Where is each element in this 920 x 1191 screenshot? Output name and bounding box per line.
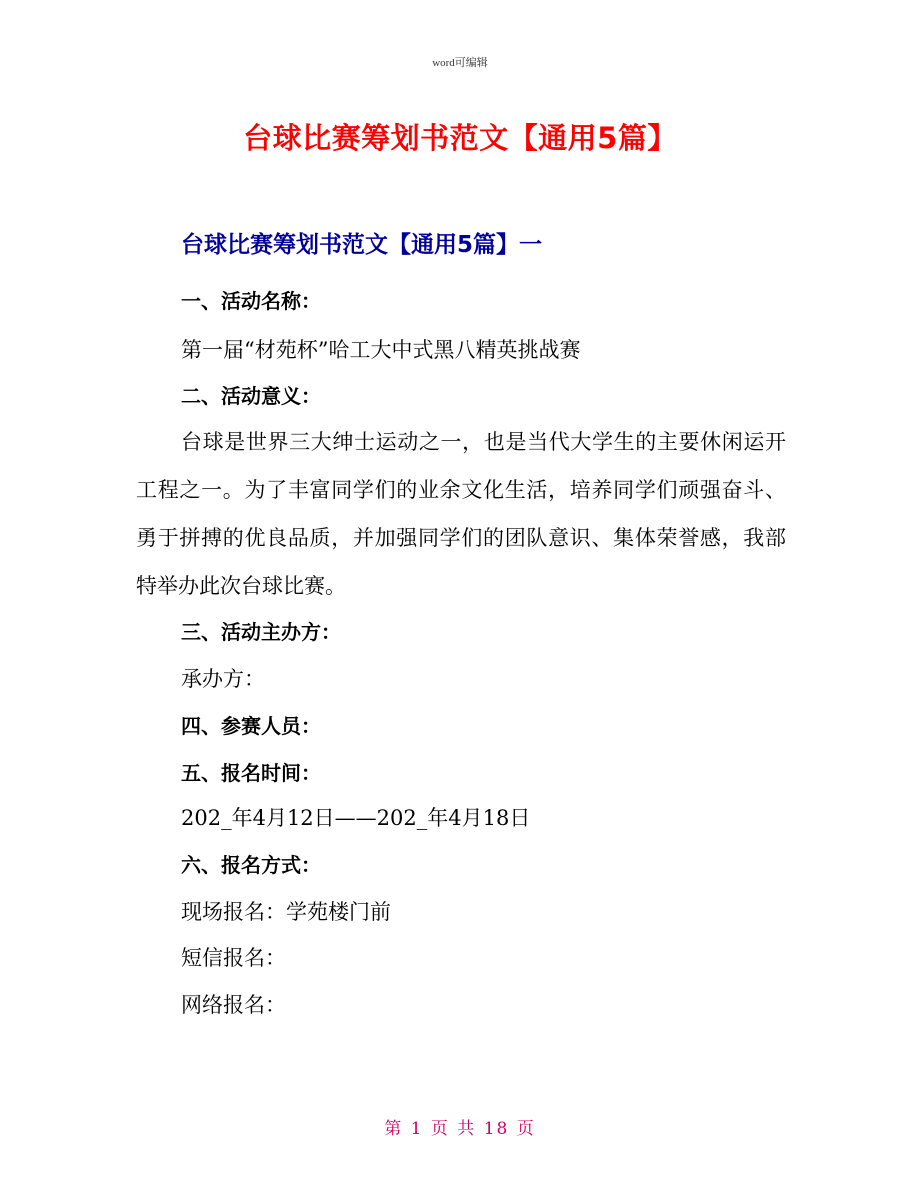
document-title: 台球比赛筹划书范文【通用5篇】 — [243, 121, 677, 155]
heading-registration-method: 六、报名方式： — [181, 853, 321, 877]
heading-participants: 四、参赛人员： — [181, 714, 321, 738]
page-number-footer: 第 1 页 共 18 页 — [384, 1119, 536, 1139]
significance-paragraph: 台球是世界三大绅士运动之一，也是当代大学生的主要休闲运开工程之一。为了丰富同学们的业余文化生活，培养同学们顽强奋斗、勇于拼搏的优良品质，并加强同学们的团队意识、集体荣誉感，我部特举办此次台球比赛。 — [136, 430, 786, 598]
onsite-registration-text: 现场报名：学苑楼门前 — [181, 900, 391, 924]
header-note: word可编辑 — [432, 57, 488, 69]
activity-name-text: 第一届“材苑杯”哈工大中式黑八精英挑战赛 — [181, 338, 581, 362]
heading-activity-name: 一、活动名称： — [181, 289, 321, 313]
online-registration-text: 网络报名： — [181, 993, 286, 1017]
section-title: 台球比赛筹划书范文【通用5篇】一 — [181, 232, 543, 258]
co-organizer-text: 承办方： — [181, 667, 265, 691]
heading-organizer: 三、活动主办方： — [181, 620, 341, 644]
heading-activity-significance: 二、活动意义： — [181, 384, 321, 408]
heading-registration-time: 五、报名时间： — [181, 761, 321, 785]
sms-registration-text: 短信报名： — [181, 946, 286, 970]
registration-time-text: 202_年4月12日——202_年4月18日 — [181, 806, 531, 830]
